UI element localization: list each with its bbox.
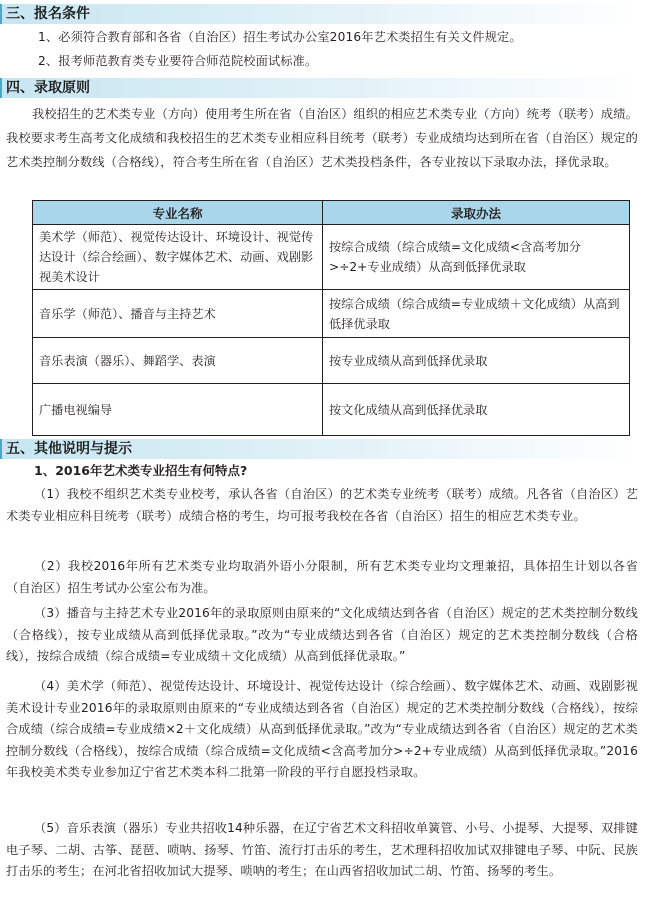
major-cell: 音乐学（师范）、播音与主持艺术 bbox=[33, 290, 323, 338]
subsection-title: 1、2016年艺术类专业招生有何特点? bbox=[34, 463, 248, 478]
method-cell: 按综合成绩（综合成绩=文化成绩<含高考加分>÷2+专业成绩）从高到低择优录取 bbox=[323, 225, 630, 290]
admission-intro: 我校招生的艺术类专业（方向）使用考生所在省（自治区）组织的相应艺术类专业（方向）统考（联考）成绩。我校要求考生高考文化成绩和我校招生的艺术类专业相应科目统考（联考）专业成绩均达到所在省（自治区）规定的艺术类控制分数线（合格线），符合考生所在省（自治区）艺术类投档条件，各专业按以下录取办法，择优录取。 bbox=[6, 107, 638, 169]
admission-table bbox=[32, 200, 630, 436]
note-paragraph: （5）音乐表演（器乐）专业共招收14种乐器，在辽宁省艺术文科招收单簧管、小号、小提琴、大提琴、双排键电子琴、二胡、古筝、琵琶、唢呐、扬琴、竹笛、流行打击乐的考生，艺术理科招收加试双排键电子琴、中阮、民族打击乐的考生；在河北省招收加试大提琴、唢呐的考生；在山西省招收加试二胡、竹笛、扬琴的考生。 bbox=[6, 821, 638, 878]
section-title: 四、录取原则 bbox=[6, 80, 90, 96]
requirement-item: 2、报考师范教育类专业要符合师范院校面试标准。 bbox=[38, 54, 318, 68]
column-header: 专业名称 bbox=[33, 201, 323, 225]
note-paragraph: （2）我校2016年所有艺术类专业均取消外语小分限制，所有艺术类专业均文理兼招，具体招生计划以各省（自治区）招生考试办公室公布为准。 bbox=[6, 559, 638, 595]
requirement-item: 1、必须符合教育部和各省（自治区）招生考试办公室2016年艺术类招生有关文件规定。 bbox=[38, 30, 522, 44]
table-row bbox=[33, 338, 630, 384]
note-paragraph: （4）美术学（师范）、视觉传达设计、环境设计、视觉传达设计（综合绘画）、数字媒体艺术、动画、戏剧影视美术设计专业2016年的录取原则由原来的“专业成绩达到各省（自治区）规定的艺术类控制分数线（合格线），按综合成绩（综合成绩=专业成绩×2＋文化成绩）从高到低择优录取。”改为“专业成绩达到各省（自治区）规定的艺术类控制分数线（合格线），按综合成绩（综合成绩=文化成绩<含高考加分>÷2+专业成绩）从高到低择优录取。”2016年我校美术类专业参加辽宁省艺术类本科二批第一阶段的平行自愿投档录取。 bbox=[6, 679, 638, 779]
section-heading-5 bbox=[0, 439, 640, 459]
major-cell: 美术学（师范）、视觉传达设计、环境设计、视觉传达设计（综合绘画）、数字媒体艺术、动画、戏剧影视美术设计 bbox=[33, 225, 323, 290]
major-cell: 音乐表演（器乐）、舞蹈学、表演 bbox=[33, 338, 323, 384]
method-cell: 按文化成绩从高到低择优录取 bbox=[323, 384, 630, 436]
table-header-row bbox=[33, 201, 630, 225]
major-cell: 广播电视编导 bbox=[33, 384, 323, 436]
table-row bbox=[33, 290, 630, 338]
method-cell: 按专业成绩从高到低择优录取 bbox=[323, 338, 630, 384]
table-row bbox=[33, 225, 630, 290]
column-header: 录取办法 bbox=[323, 201, 630, 225]
table-row bbox=[33, 384, 630, 436]
section-title: 三、报名条件 bbox=[6, 6, 90, 22]
note-paragraph: （3）播音与主持艺术专业2016年的录取原则由原来的“文化成绩达到各省（自治区）规定的艺术类控制分数线（合格线），按专业成绩从高到低择优录取。”改为“专业成绩达到各省（自治区）规定的艺术类控制分数线（合格线），按综合成绩（综合成绩=专业成绩＋文化成绩）从高到低择优录取。” bbox=[6, 606, 638, 663]
section-heading-3 bbox=[0, 4, 640, 24]
method-cell: 按综合成绩（综合成绩=专业成绩＋文化成绩）从高到低择优录取 bbox=[323, 290, 630, 338]
section-title: 五、其他说明与提示 bbox=[6, 441, 132, 457]
section-heading-4 bbox=[0, 78, 640, 98]
note-paragraph: （1）我校不组织艺术类专业校考，承认各省（自治区）的艺术类专业统考（联考）成绩。凡各省（自治区）艺术类专业相应科目统考（联考）成绩合格的考生，均可报考我校在各省（自治区）招生的相应艺术类专业。 bbox=[6, 487, 638, 523]
